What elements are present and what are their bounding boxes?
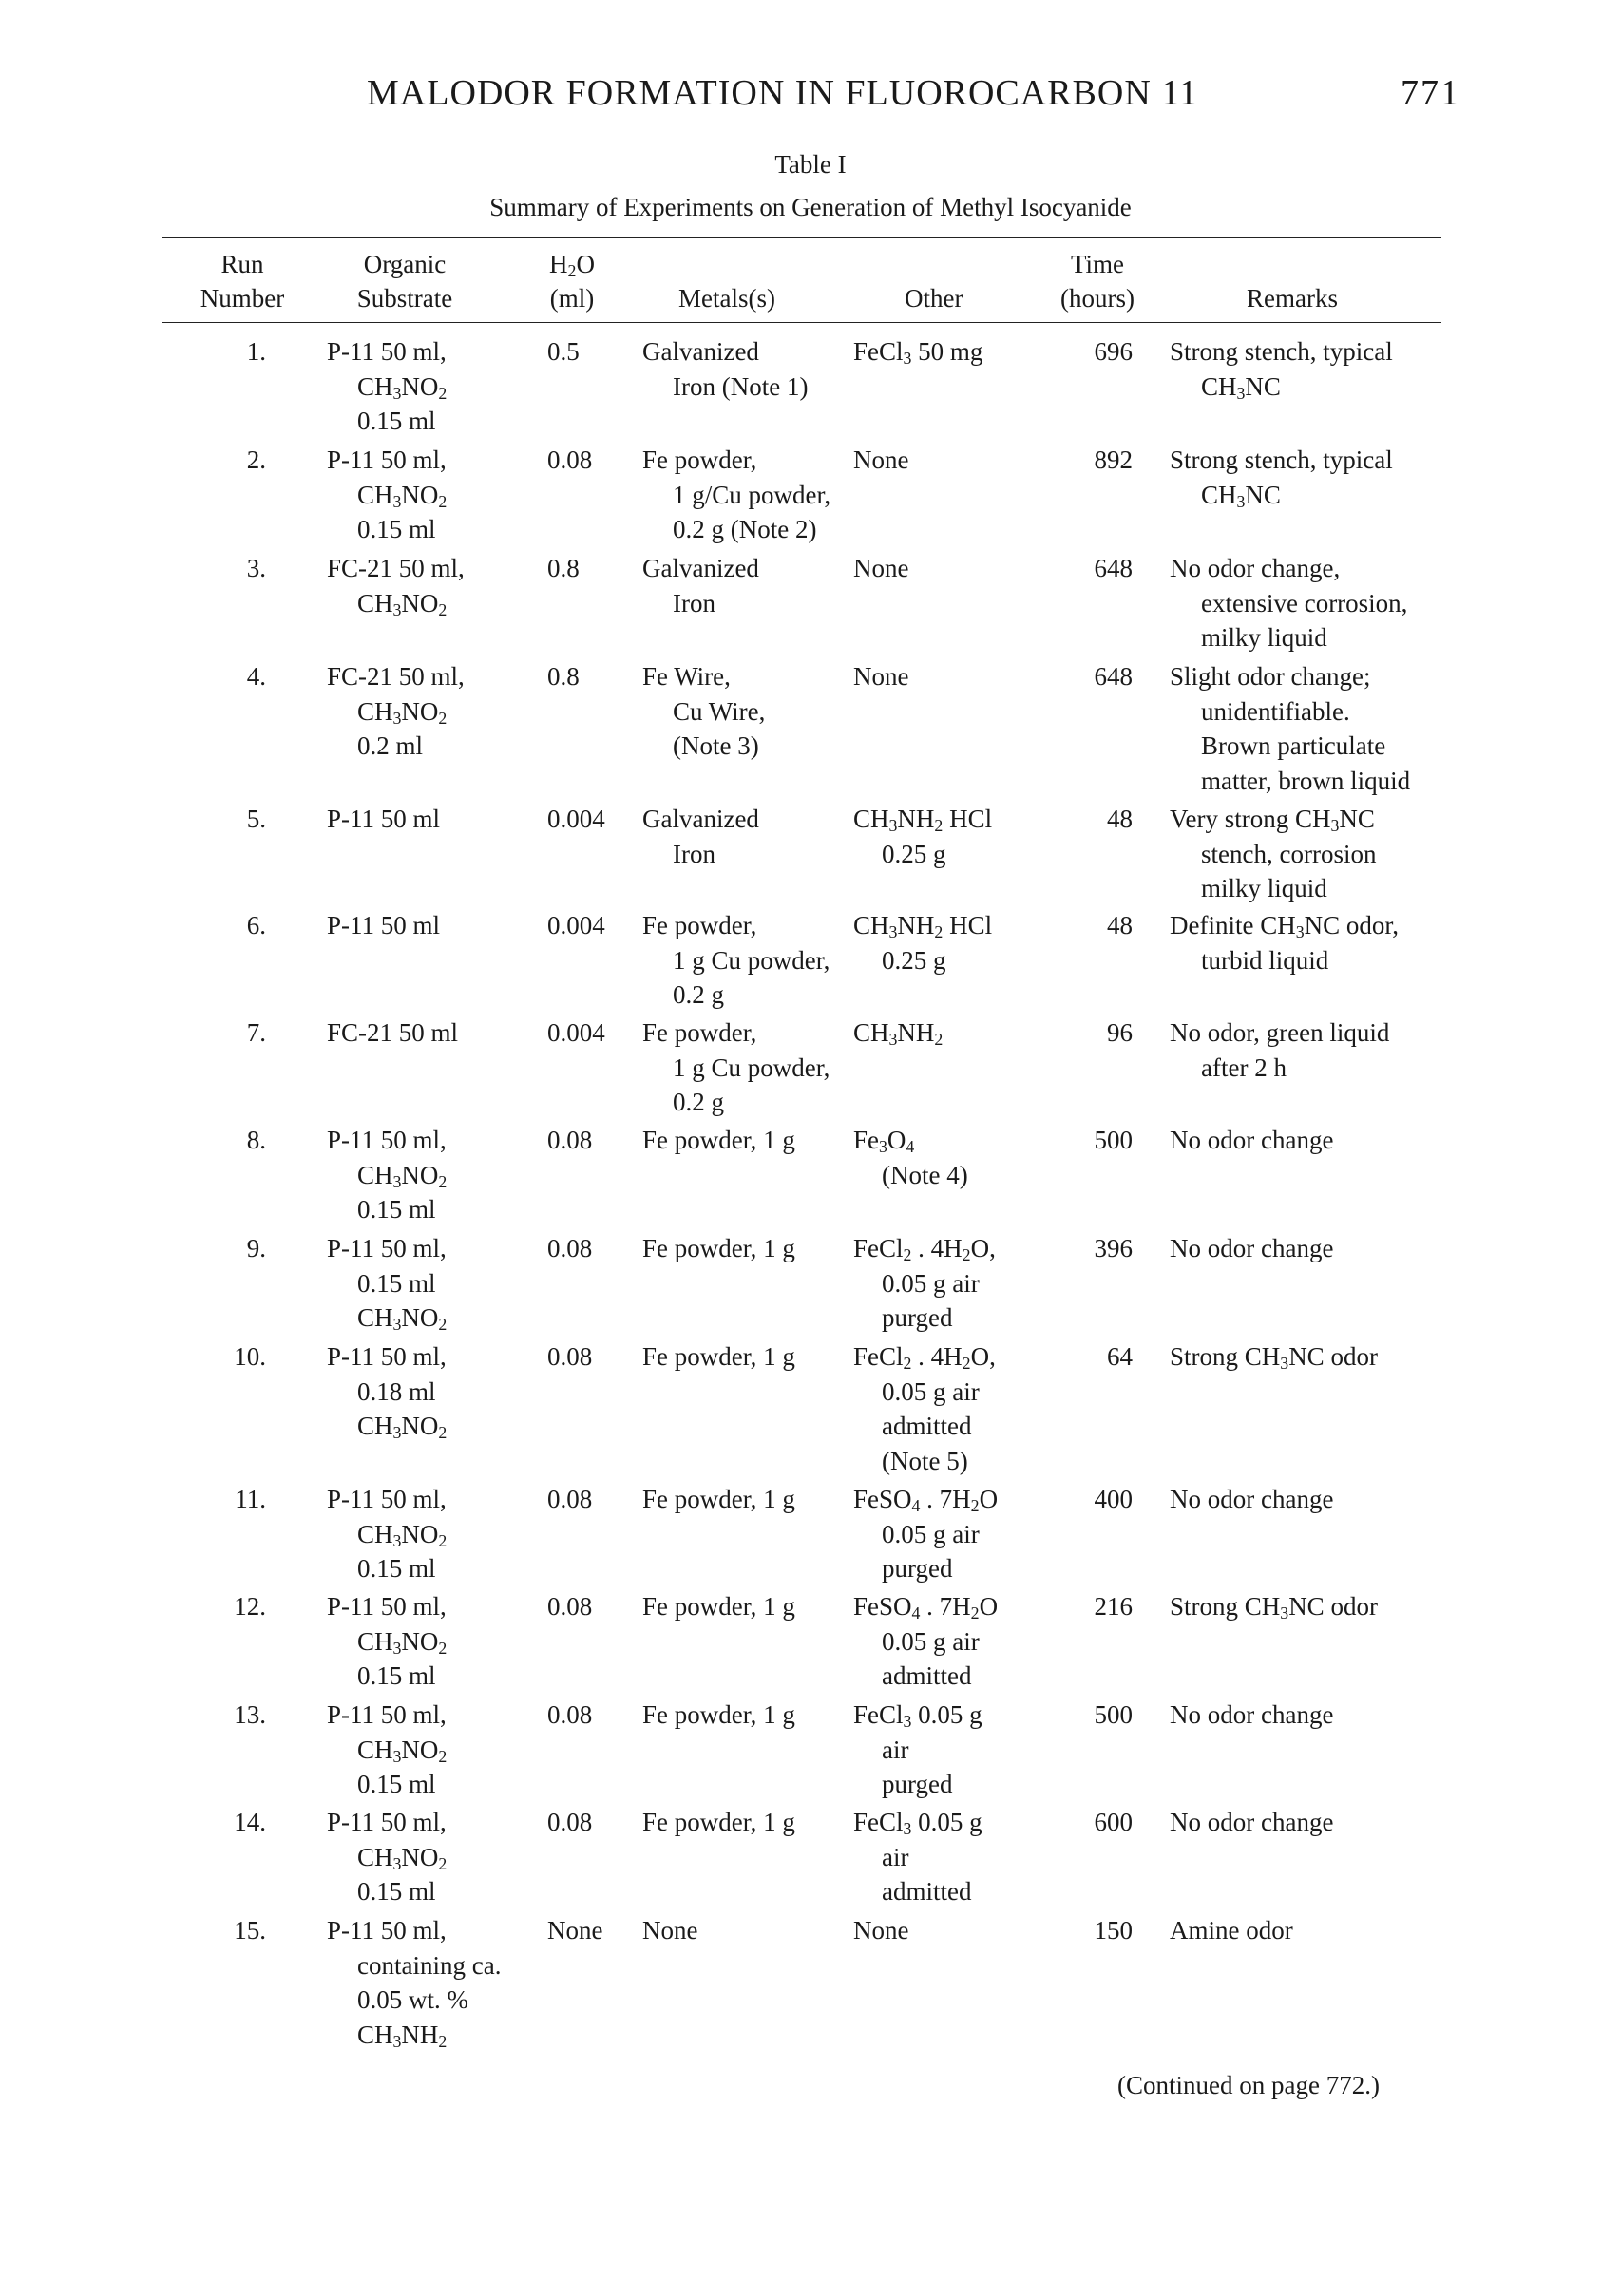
cell-h2o-line: 0.5 [547,337,580,366]
cell-remarks-line: Slight odor change; [1170,662,1371,691]
cell-run-number-line: 15. [234,1916,266,1945]
cell-time [1017,1589,1133,1624]
cell-remarks [1170,443,1393,512]
cell-h2o [547,1123,592,1158]
cell-other-line: $CH_3NH_2$ HCl [853,911,993,941]
page-number: 771 [1401,73,1460,113]
cell-metals [642,1015,830,1120]
cell-metals [642,1123,795,1158]
cell-remarks-line: Brown particulate [1201,731,1386,760]
cell-remarks-line: $CH_3NC$ [1201,480,1281,511]
cell-h2o-line: 0.08 [547,1126,593,1154]
cell-remarks [1170,1123,1333,1158]
cell-metals-line: 1 g/Cu powder, [673,480,831,509]
cell-remarks [1170,1015,1389,1085]
cell-remarks-line: $CH_3NC$ [1201,371,1281,403]
cell-remarks-line: matter, brown liquid [1201,766,1411,795]
cell-h2o [547,1231,592,1266]
cell-other-line: 0.05 g air [882,1519,980,1548]
cell-metals-line: Fe powder, 1 g [642,1485,795,1513]
cell-substrate-line: 0.15 ml [357,1770,436,1798]
header-h2o: $H_2O$ (ml) [549,250,595,313]
cell-other-line: admitted [882,1412,972,1440]
cell-time [1017,1339,1133,1375]
cell-h2o-line: 0.8 [547,554,580,582]
cell-h2o [547,1913,602,1948]
cell-time [1017,1805,1133,1840]
cell-metals [642,443,830,547]
cell-substrate-line: P-11 50 ml, [327,1485,447,1513]
cell-run-number [162,802,266,837]
cell-other-line: None [853,554,909,582]
cell-remarks-line: after 2 h [1201,1053,1287,1082]
header-other: Other [905,284,963,313]
cell-other-line: FeSO$_4$ . $7H_2O$ [853,1485,999,1515]
cell-metals-line: Fe powder, [642,446,757,474]
cell-substrate [327,1805,447,1909]
cell-substrate-line: P-11 50 ml, [327,446,447,474]
cell-remarks-line: milky liquid [1201,874,1327,902]
cell-remarks-line: Strong $CH_3NC$ odor [1170,1592,1378,1622]
cell-h2o [547,1589,592,1624]
cell-remarks [1170,1339,1378,1375]
cell-other [853,443,908,478]
cell-remarks-line: No odor change [1170,1808,1334,1836]
cell-remarks-line: No odor change [1170,1700,1334,1729]
cell-metals-line: Galvanized [642,554,759,582]
cell-other [853,1913,908,1948]
cell-remarks-line: Strong stench, typical [1170,337,1393,366]
cell-substrate-line: $CH_3NO_2$ [357,1412,448,1442]
cell-time-line: 216 [1094,1592,1133,1621]
header-time: Time (hours) [1060,250,1135,313]
cell-h2o-line: 0.08 [547,446,593,474]
cell-other-line: FeCl$_3$ 0.05 g [853,1700,982,1731]
cell-substrate [327,1589,447,1694]
cell-metals-line: None [642,1916,698,1945]
cell-h2o [547,908,605,943]
cell-run-number [162,551,266,586]
cell-remarks-line: No odor change [1170,1234,1334,1262]
cell-time [1017,551,1133,586]
cell-metals-line: (Note 3) [673,731,759,760]
cell-run-number [162,659,266,694]
cell-h2o-line: 0.08 [547,1342,593,1371]
cell-substrate-line: $CH_3NO_2$ [357,480,448,511]
cell-substrate-line: 0.18 ml [357,1376,436,1406]
cell-remarks-line: No odor change, [1170,554,1341,582]
cell-substrate-line: P-11 50 ml [327,805,441,833]
cell-other-line: (Note 4) [882,1160,968,1189]
cell-metals [642,1482,795,1517]
cell-substrate-line: 0.15 ml [357,1877,436,1906]
cell-other [853,1805,982,1909]
table-caption: Summary of Experiments on Generation of Methyl Isocyanide [489,193,1132,221]
header-substrate: Organic Substrate [356,250,453,313]
cell-substrate [327,1123,447,1227]
cell-run-number-line: 10. [234,1342,266,1371]
cell-h2o [547,1805,592,1840]
cell-time-line: 400 [1094,1485,1133,1513]
cell-substrate-line: 0.15 ml [357,407,436,435]
cell-run-number-line: 13. [234,1700,266,1729]
header-run: Run Number [200,250,285,313]
cell-remarks-line: turbid liquid [1201,945,1329,975]
cell-substrate-line: FC-21 50 ml, [327,662,465,691]
cell-substrate-line: P-11 50 ml, [327,1342,447,1371]
header-metals: Metals(s) [678,284,775,313]
cell-h2o [547,1339,592,1375]
cell-substrate [327,802,440,837]
cell-metals-line: Galvanized [642,805,759,833]
cell-other [853,802,992,871]
cell-remarks-line: milky liquid [1201,623,1327,652]
cell-remarks [1170,1805,1333,1840]
cell-other-line: purged [882,1554,953,1583]
cell-substrate-line: $CH_3NO_2$ [357,1735,448,1766]
cell-h2o-line: 0.08 [547,1592,593,1621]
cell-remarks-line: extensive corrosion, [1201,588,1408,617]
cell-time-line: 600 [1094,1808,1133,1836]
cell-run-number-line: 4. [246,662,266,691]
cell-metals-line: Galvanized [642,337,759,366]
cell-other-line: admitted [882,1661,972,1690]
cell-metals [642,1231,795,1266]
cell-other-line: air [882,1735,909,1764]
cell-substrate-line: $CH_3NO_2$ [357,1303,448,1334]
cell-remarks [1170,802,1376,906]
cell-h2o-line: None [547,1916,603,1945]
cell-other [853,551,908,586]
cell-h2o-line: 0.004 [547,911,605,939]
cell-h2o [547,1482,592,1517]
cell-substrate-line: P-11 50 ml, [327,1592,447,1621]
cell-substrate-line: $CH_3NO_2$ [357,696,448,728]
cell-remarks [1170,551,1407,655]
cell-run-number-line: 3. [246,554,266,582]
cell-time-line: 96 [1107,1018,1133,1047]
cell-metals-line: 1 g Cu powder, [673,1053,830,1082]
cell-metals [642,802,759,871]
table-label: Table I [774,150,847,179]
cell-metals-line: Fe powder, [642,1018,757,1047]
cell-substrate-line: 0.15 ml [357,515,436,543]
cell-other [853,1482,998,1586]
cell-h2o [547,1015,605,1051]
cell-run-number [162,1123,266,1158]
cell-substrate-line: $CH_3NO_2$ [357,1842,448,1873]
cell-run-number-line: 7. [246,1018,266,1047]
cell-remarks-line: stench, corrosion [1201,839,1377,868]
cell-run-number [162,908,266,943]
cell-metals-line: Fe powder, 1 g [642,1700,795,1729]
cell-remarks-line: Definite $CH_3NC$ odor, [1170,911,1400,941]
cell-other-line: FeCl$_3$ 0.05 g [853,1808,982,1838]
cell-run-number-line: 12. [234,1592,266,1621]
cell-other-line: (Note 5) [882,1446,968,1475]
cell-run-number-line: 14. [234,1808,266,1836]
cell-substrate-line: 0.05 wt. % [357,1985,468,2014]
cell-remarks-line: Very strong $CH_3NC$ [1170,805,1375,835]
cell-other-line: 0.05 g air [882,1626,980,1656]
cell-other-line: $CH_3NH_2$ HCl [853,805,993,835]
cell-run-number [162,1698,266,1733]
cell-metals [642,1589,795,1624]
cell-substrate [327,1339,447,1444]
cell-h2o-line: 0.004 [547,805,605,833]
cell-time [1017,334,1133,370]
cell-other-line: purged [882,1303,953,1332]
cell-metals-line: Fe powder, [642,911,757,939]
cell-metals [642,551,759,620]
cell-run-number-line: 8. [246,1126,266,1154]
cell-other [853,1015,943,1051]
cell-run-number-line: 9. [246,1234,266,1262]
cell-run-number [162,1231,266,1266]
cell-remarks-line: No odor change [1170,1485,1334,1513]
cell-remarks [1170,1482,1333,1517]
cell-substrate [327,1231,447,1336]
cell-substrate [327,1015,458,1051]
cell-time [1017,1015,1133,1051]
cell-metals-line: Iron [673,839,715,868]
cell-run-number-line: 11. [235,1485,266,1513]
cell-substrate [327,1698,447,1802]
cell-other-line: None [853,1916,909,1945]
header-remarks: Remarks [1247,284,1338,313]
cell-remarks [1170,1589,1378,1624]
cell-other [853,334,982,370]
cell-substrate-line: FC-21 50 ml [327,1018,459,1047]
cell-remarks [1170,334,1393,404]
continued-note: (Continued on page 772.) [1117,2071,1380,2099]
cell-run-number-line: 2. [246,446,266,474]
cell-run-number [162,1589,266,1624]
cell-time [1017,1913,1133,1948]
cell-remarks-line: unidentifiable. [1201,696,1350,726]
cell-remarks-line: No odor, green liquid [1170,1018,1390,1047]
cell-other-line: $Fe_3O_4$ [853,1126,915,1156]
cell-h2o [547,1698,592,1733]
cell-metals [642,908,830,1013]
cell-other-line: FeCl$_3$ 50 mg [853,337,983,368]
cell-time-line: 48 [1107,805,1133,833]
cell-remarks [1170,908,1399,977]
cell-metals [642,1913,697,1948]
cell-time-line: 64 [1107,1342,1133,1371]
cell-remarks [1170,1913,1293,1948]
cell-metals [642,334,808,404]
cell-metals [642,1339,795,1375]
cell-time-line: 696 [1094,337,1133,366]
cell-substrate-line: $CH_3NO_2$ [357,1519,448,1550]
cell-substrate-line: P-11 50 ml, [327,1700,447,1729]
cell-remarks-line: Strong $CH_3NC$ odor [1170,1342,1378,1373]
cell-time [1017,1482,1133,1517]
cell-other-line: 0.25 g [882,839,946,868]
cell-substrate-line: P-11 50 ml, [327,1126,447,1154]
cell-h2o [547,551,580,586]
cell-remarks [1170,1231,1333,1266]
cell-substrate-line: P-11 50 ml, [327,1916,447,1945]
cell-h2o [547,802,605,837]
cell-run-number [162,1805,266,1840]
cell-h2o-line: 0.08 [547,1485,593,1513]
cell-metals-line: Fe powder, 1 g [642,1592,795,1621]
cell-h2o-line: 0.08 [547,1700,593,1729]
cell-substrate-line: $CH_3NO_2$ [357,588,448,619]
cell-other [853,1698,982,1802]
cell-substrate-line: 0.2 ml [357,731,424,760]
cell-other-line: FeCl$_2$ . $4H_2O$, [853,1234,996,1264]
cell-other [853,659,908,694]
cell-substrate [327,908,440,943]
cell-metals-line: Fe powder, 1 g [642,1126,795,1154]
cell-remarks-line: Amine odor [1170,1916,1293,1945]
cell-other-line: 0.25 g [882,945,946,975]
cell-other-line: 0.05 g air [882,1268,980,1298]
cell-substrate-line: $CH_3NO_2$ [357,371,448,403]
cell-other-line: air [882,1842,909,1871]
cell-h2o [547,443,592,478]
cell-other-line: FeSO$_4$ . $7H_2O$ [853,1592,999,1622]
cell-metals-line: 0.2 g (Note 2) [673,515,817,543]
cell-metals [642,659,765,764]
cell-other-line: 0.05 g air [882,1376,980,1406]
cell-remarks [1170,1698,1333,1733]
cell-h2o [547,659,580,694]
cell-h2o-line: 0.004 [547,1018,605,1047]
cell-substrate-line: 0.15 ml [357,1268,436,1298]
cell-run-number-line: 1. [246,337,266,366]
cell-substrate [327,659,465,764]
cell-substrate-line: P-11 50 ml, [327,1808,447,1836]
cell-time-line: 396 [1094,1234,1133,1262]
cell-metals-line: Fe Wire, [642,662,731,691]
cell-other-line: purged [882,1770,953,1798]
cell-metals-line: Iron (Note 1) [673,371,809,401]
cell-substrate-line: 0.15 ml [357,1195,436,1224]
cell-substrate-line: 0.15 ml [357,1661,436,1690]
cell-remarks-line: Strong stench, typical [1170,446,1393,474]
cell-metals-line: 0.2 g [673,1088,724,1116]
cell-other [853,908,992,977]
cell-substrate-line: P-11 50 ml, [327,337,447,366]
cell-other-line: $CH_3NH_2$ [853,1018,944,1049]
cell-substrate [327,1913,501,2052]
cell-substrate-line: 0.15 ml [357,1554,436,1583]
cell-time [1017,802,1133,837]
cell-time-line: 500 [1094,1700,1133,1729]
cell-metals-line: Cu Wire, [673,696,766,726]
cell-substrate [327,1482,447,1586]
cell-remarks-line: No odor change [1170,1126,1334,1154]
cell-other [853,1231,996,1336]
cell-other [853,1123,968,1192]
table-header-rule [162,322,1441,323]
cell-metals-line: Fe powder, 1 g [642,1808,795,1836]
cell-substrate-line: containing ca. [357,1950,502,1980]
cell-h2o [547,334,580,370]
cell-time [1017,908,1133,943]
cell-substrate-line: P-11 50 ml, [327,1234,447,1262]
cell-time-line: 500 [1094,1126,1133,1154]
cell-time-line: 648 [1094,662,1133,691]
cell-metals-line: Fe powder, 1 g [642,1342,795,1371]
running-head: MALODOR FORMATION IN FLUOROCARBON 11 [367,73,1198,113]
cell-time [1017,1231,1133,1266]
cell-run-number [162,443,266,478]
cell-remarks [1170,659,1410,798]
cell-other-line: None [853,662,909,691]
cell-substrate-line: FC-21 50 ml, [327,554,465,582]
cell-h2o-line: 0.08 [547,1234,593,1262]
cell-other-line: admitted [882,1877,972,1906]
cell-h2o-line: 0.8 [547,662,580,691]
cell-metals [642,1698,795,1733]
cell-metals-line: 0.2 g [673,980,724,1009]
cell-time-line: 48 [1107,911,1133,939]
cell-time [1017,1698,1133,1733]
table-top-rule [162,237,1441,238]
cell-substrate [327,443,447,547]
cell-time [1017,659,1133,694]
cell-run-number [162,1015,266,1051]
cell-time-line: 150 [1094,1916,1133,1945]
cell-substrate-line: $CH_3NO_2$ [357,1160,448,1191]
cell-substrate [327,551,465,620]
cell-metals [642,1805,795,1840]
cell-run-number [162,1913,266,1948]
cell-time [1017,443,1133,478]
cell-run-number [162,334,266,370]
cell-run-number [162,1482,266,1517]
cell-run-number [162,1339,266,1375]
cell-run-number-line: 6. [246,911,266,939]
cell-time [1017,1123,1133,1158]
cell-h2o-line: 0.08 [547,1808,593,1836]
cell-other-line: FeCl$_2$ . $4H_2O$, [853,1342,996,1373]
cell-substrate-line: P-11 50 ml [327,911,441,939]
cell-other [853,1589,998,1694]
cell-time-line: 648 [1094,554,1133,582]
cell-time-line: 892 [1094,446,1133,474]
cell-metals-line: 1 g Cu powder, [673,945,830,975]
cell-run-number-line: 5. [246,805,266,833]
cell-metals-line: Fe powder, 1 g [642,1234,795,1262]
cell-substrate-line: $CH_3NH_2$ [357,2020,448,2051]
cell-other-line: None [853,446,909,474]
cell-other [853,1339,996,1478]
cell-metals-line: Iron [673,588,715,617]
cell-substrate-line: $CH_3NO_2$ [357,1626,448,1658]
cell-substrate [327,334,447,439]
